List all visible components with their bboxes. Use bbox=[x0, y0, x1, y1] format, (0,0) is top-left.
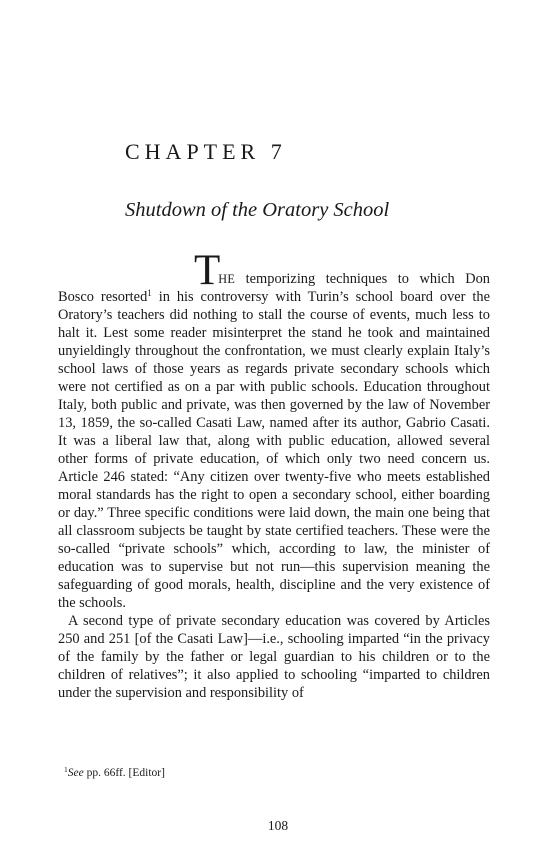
chapter-label: CHAPTER 7 bbox=[125, 139, 287, 164]
body-text bbox=[58, 246, 490, 702]
footnote-text: pp. 66ff. [Editor] bbox=[83, 767, 165, 779]
footnote-reference: 1 bbox=[147, 288, 152, 298]
paragraph-1: THE temporizing techniques to which Don Bosco resorted$^1$ in his controversy with Turin’s school board over the Oratory’s teachers did nothing to stall the course of events, much less to halt it. Lest some reader misinterpret the stand he took and maintained unyieldingly throughout the confrontation, we must clearly explain Italy’s school laws of those years as regards private secondary schools which were not certified as on a par with public schools. Education throughout Italy, both public and private, was then governed by the law of November 13, 1859, the so-called Casati Law, named after its author, Gabrio Casati. It was a liberal law that, along with public education, allowed several other forms of private education, of which only two need concern us. Article 246 stated: “Any citizen over twenty-five who meets established moral standards has the right to open a secondary school, either boarding or day.” Three specific conditions were laid down, the main one being that all classroom subjects be taught by state certified teachers. These were the so-called “private schools” which, according to law, the minister of education was to supervise but not run—this supervision meaning the safeguarding of good morals, health, discipline and the very existence of the schools. bbox=[58, 246, 490, 611]
paragraph-1-text-b: in his controversy with Turin’s school board over the Oratory’s teachers did nothing to stall the course of events, much less to halt it. Lest some reader misinterpret the stand he took and maintained unyieldingly throughout the confrontation, we must clearly explain Italy’s school laws of those years as regards private secondary schools which were not certified as on a par with public schools. Education throughout Italy, both public and private, was then governed by the law of November 13, 1859, the so-called Casati Law, named after its author, Gabrio Casati. It was a liberal law that, along with public education, allowed several other forms of private education, of which only two need concern us. Article 246 stated: “Any citizen over twenty-five who meets established moral standards has the right to open a secondary school, either boarding or day.” Three specific conditions were laid down, the main one being that all classroom subjects be taught by state certified teachers. These were the so-called “private schools” which, according to law, the minister of education was to supervise but not run—this supervision meaning the safeguarding of good morals, health, discipline and the very existence of the schools. bbox=[58, 289, 490, 611]
paragraph-1-text-a: temporizing techniques to which Don Bosco resorted bbox=[58, 271, 490, 305]
paragraph-2: A second type of private secondary education was covered by Articles 250 and 251 [of the Casati Law]—i.e., schooling imparted “in the privacy of the family by the father or legal guardian to his children or to the children of relatives”; it also applied to schooling “imparted to children under the supervision and responsibility of bbox=[58, 613, 490, 701]
footnote-see: See bbox=[67, 767, 84, 779]
opening-small-caps: HE bbox=[218, 272, 236, 286]
chapter-title: Shutdown of the Oratory School bbox=[125, 199, 390, 221]
page-number: 108 bbox=[267, 818, 289, 833]
footnote bbox=[64, 767, 165, 779]
footnote-mark: 1 bbox=[64, 765, 68, 774]
